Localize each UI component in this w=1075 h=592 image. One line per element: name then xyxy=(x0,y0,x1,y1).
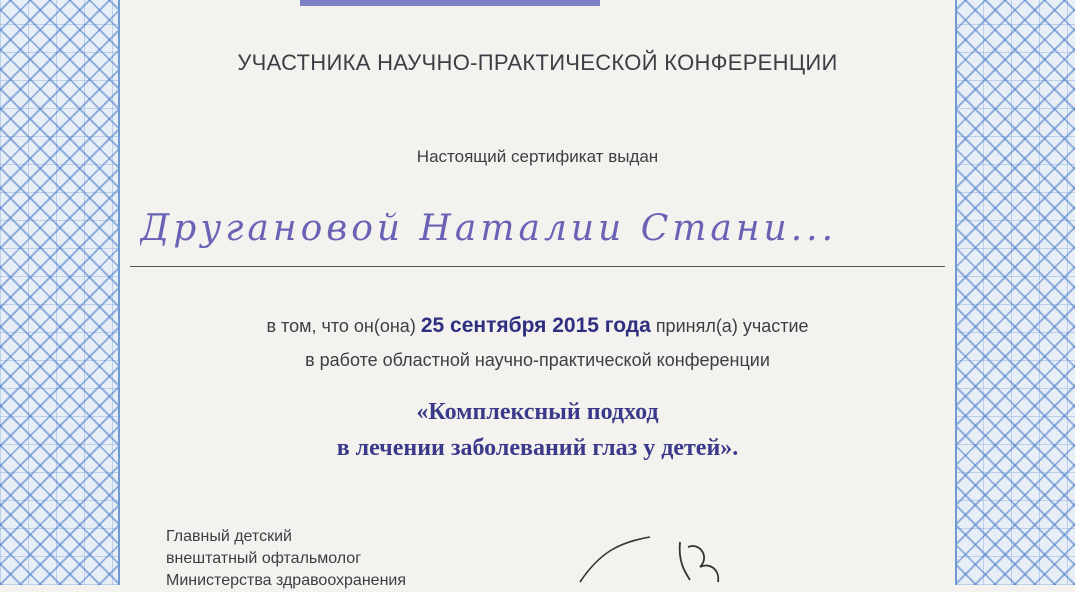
issued-to-label: Настоящий сертификат выдан xyxy=(416,147,659,166)
recipient-name: Другановой Наталии Стани... xyxy=(140,208,838,249)
decorative-border-right xyxy=(955,0,1075,585)
title-remnant xyxy=(300,0,600,6)
signer-line-2: внештатный офтальмолог xyxy=(166,550,362,567)
signer-line-3: Министерства здравоохранения xyxy=(166,572,406,589)
statement-line-2: в работе областной научно-практической конференции xyxy=(305,350,770,370)
conference-title-line-2: в лечении заболеваний глаз у детей». xyxy=(336,435,739,461)
signer-block xyxy=(166,526,406,592)
decorative-border-left xyxy=(0,0,120,585)
name-underline xyxy=(130,266,945,267)
statement-prefix: в том, что он(она) xyxy=(266,316,416,336)
certificate-subtitle: УЧАСТНИКА НАУЧНО-ПРАКТИЧЕСКОЙ КОНФЕРЕНЦИИ xyxy=(237,50,838,75)
signer-line-1: Главный детский xyxy=(166,528,292,545)
participation-statement xyxy=(120,314,955,338)
conference-title-line-1: «Комплексный подход xyxy=(416,399,659,425)
event-date: 25 сентября 2015 года xyxy=(420,314,651,337)
handwritten-signature xyxy=(560,512,760,585)
conference-title xyxy=(120,394,955,466)
statement-suffix: принял(а) участие xyxy=(655,316,809,336)
